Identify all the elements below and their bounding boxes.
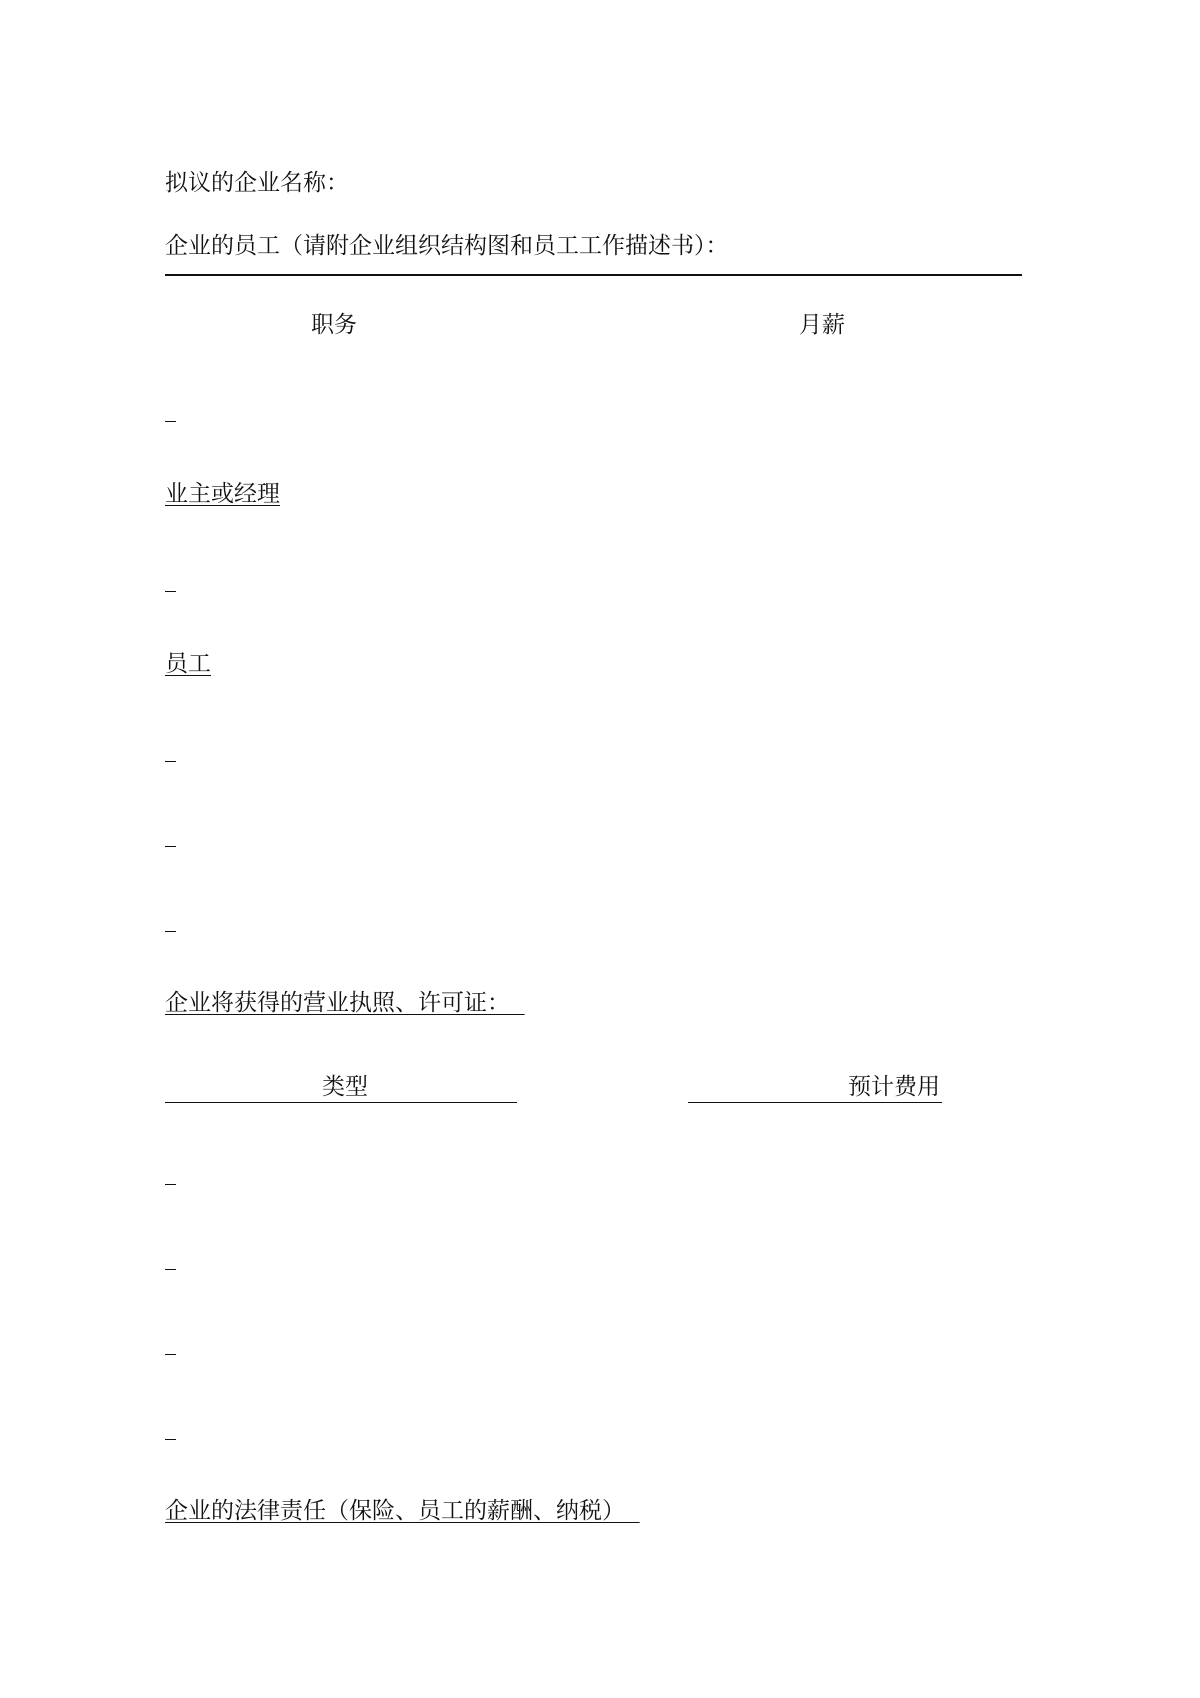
- license-label-text: 企业将获得的营业执照、许可证：: [165, 990, 510, 1016]
- blank-entry-line: [165, 1354, 176, 1355]
- liability-label: [165, 1496, 640, 1526]
- blank-entry-line: [165, 761, 176, 762]
- blank-entry-line: [165, 1184, 176, 1185]
- license-type-header-line: [165, 1072, 517, 1103]
- col-type-header: 类型: [322, 1074, 368, 1100]
- business-name-label: 拟议的企业名称：: [165, 170, 349, 196]
- license-label: [165, 988, 525, 1018]
- blank-entry-line: [165, 421, 176, 422]
- employee-label: 员工: [165, 651, 211, 677]
- col-salary-header: 月薪: [799, 312, 845, 338]
- blank-entry-line: [165, 846, 176, 847]
- liability-label-text: 企业的法律责任（保险、员工的薪酬、纳税）: [165, 1498, 625, 1524]
- staff-label: 企业的员工（请附企业组织结构图和员工工作描述书）：: [165, 233, 729, 259]
- blank-entry-line: [165, 931, 176, 932]
- owner-manager-label: 业主或经理: [165, 481, 280, 507]
- col-position-header: 职务: [311, 312, 357, 338]
- blank-entry-line: [165, 1269, 176, 1270]
- blank-entry-line: [165, 591, 176, 592]
- horizontal-rule: [165, 274, 1022, 276]
- col-cost-header: 预计费用: [848, 1074, 940, 1100]
- blank-entry-line: [165, 1439, 176, 1440]
- license-cost-header-line: [688, 1072, 942, 1103]
